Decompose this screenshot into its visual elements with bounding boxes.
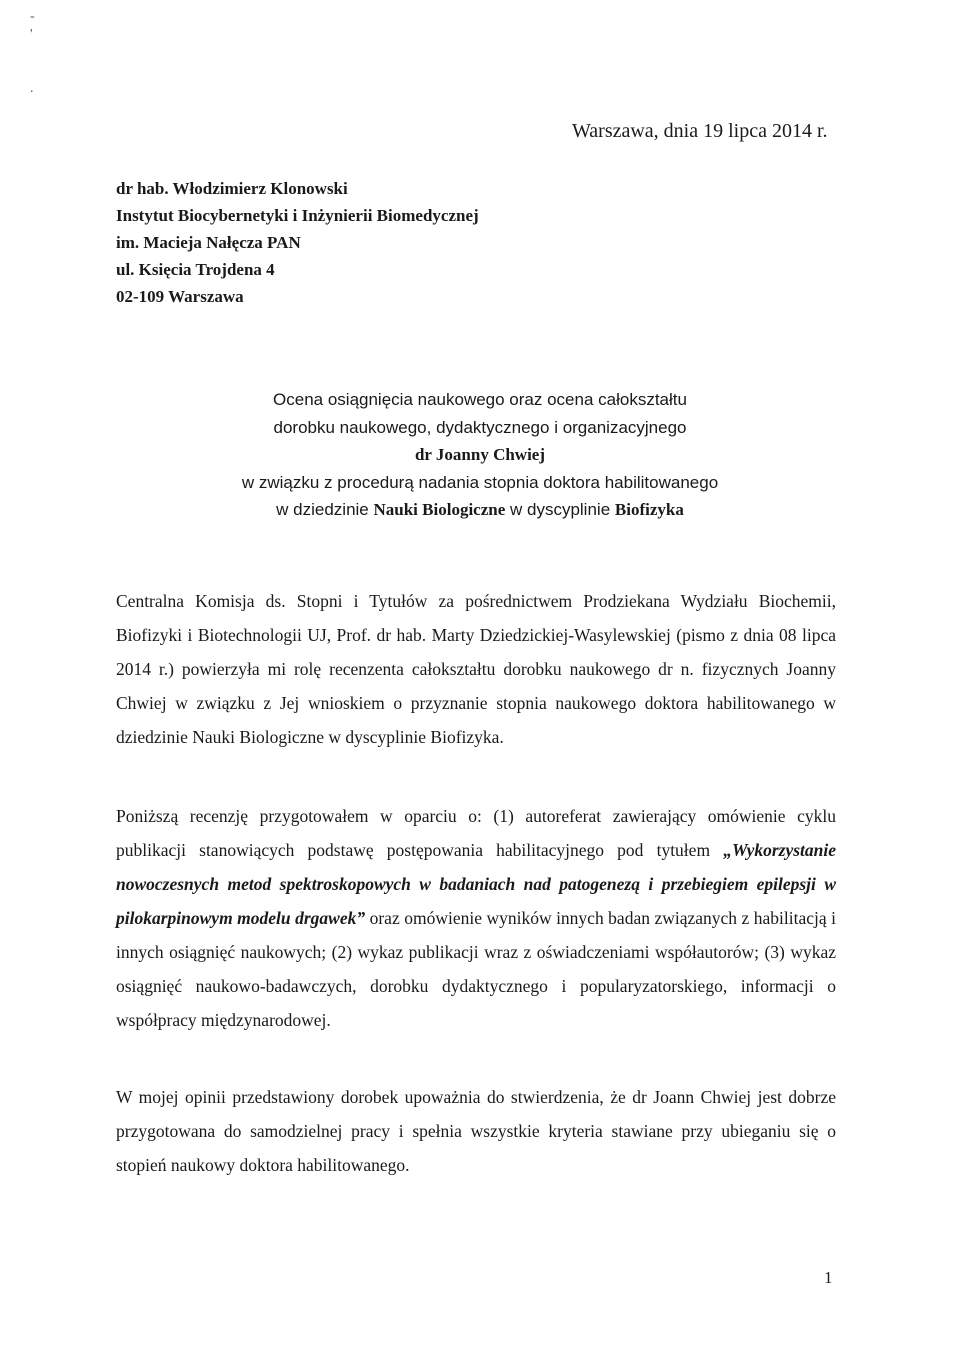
review-title	[0, 386, 960, 524]
author-institute-patron: im. Macieja Nałęcza PAN	[116, 233, 301, 252]
document-date: Warszawa, dnia 19 lipca 2014 r.	[572, 120, 828, 142]
page-number: 1	[824, 1268, 833, 1287]
paragraph-commission: Centralna Komisja ds. Stopni i Tytułów za pośrednictwem Prodziekana Wydziału Biochemii, Biofizyki i Biotechnologii UJ, Prof. dr hab. Marty Dziedzickiej-Wasylewskiej (pismo z dnia 08 lipca 2014 r.) powierzyła mi rolę recenzenta całokształtu dorobku naukowego dr n. fizycznych Joanny Chwiej w związku z Jej wnioskiem o przyznanie stopnia naukowego doktora habilitowanego w dziedzinie Nauki Biologiczne w dyscyplinie Biofizyka.	[116, 591, 836, 747]
author-city: 02-109 Warszawa	[116, 287, 244, 306]
paragraph-materials: Poniższą recenzję przygotowałem w oparciu o: (1) autoreferat zawierający omówienie cyklu publikacji stanowiących podstawę postępowania habilitacyjnego pod tytułem „Wykorzystanie nowoczesnych metod spektroskopowych w badaniach nad patogenezą i przebiegiem epilepsji w pilokarpinowym modelu drgawek” oraz omówienie wyników innych badan związanych z habilitacją i innych osiągnięć naukowych; (2) wykaz publikacji wraz z oświadczeniami współautorów; (3) wykaz osiągnięć naukowo-badawczych, dorobku dydaktycznego i popularyzatorskiego, informacji o współpracy międzynarodowej.	[116, 806, 837, 1030]
field-name: Nauki Biologiczne	[373, 500, 506, 519]
title-line-4: w związku z procedurą nadania stopnia doktora habilitowanego	[241, 472, 719, 492]
author-address-block	[116, 175, 479, 310]
author-name: dr hab. Włodzimierz Klonowski	[116, 179, 348, 198]
discipline-name: Biofizyka	[614, 500, 684, 519]
paragraph-opinion: W mojej opinii przedstawiony dorobek upoważnia do stwierdzenia, że dr Joann Chwiej jest dobrze przygotowana do samodzielnej pracy i spełnia wszystkie kryteria stawiane przy ubieganiu się o stopień naukowy doktora habilitowanego.	[116, 1087, 836, 1175]
title-line-2: dorobku naukowego, dydaktycznego i organizacyjnego	[273, 417, 687, 437]
author-institute: Instytut Biocybernetyki i Inżynierii Biomedycznej	[116, 206, 479, 225]
title-line-5: w dziedzinie Nauki Biologiczne w dyscyplinie Biofizyka	[276, 500, 684, 519]
candidate-name: dr Joanny Chwiej	[414, 445, 546, 464]
author-street: ul. Księcia Trojdena 4	[116, 260, 275, 279]
thesis-title: „Wykorzystanie nowoczesnych metod spektroskopowych w badaniach nad patogenezą i przebiegiem epilepsji w pilokarpinowym modelu drgawek”	[116, 840, 837, 928]
scan-artifact: - ' .	[30, 9, 35, 96]
title-line-1: Ocena osiągnięcia naukowego oraz ocena całokształtu	[273, 390, 687, 409]
